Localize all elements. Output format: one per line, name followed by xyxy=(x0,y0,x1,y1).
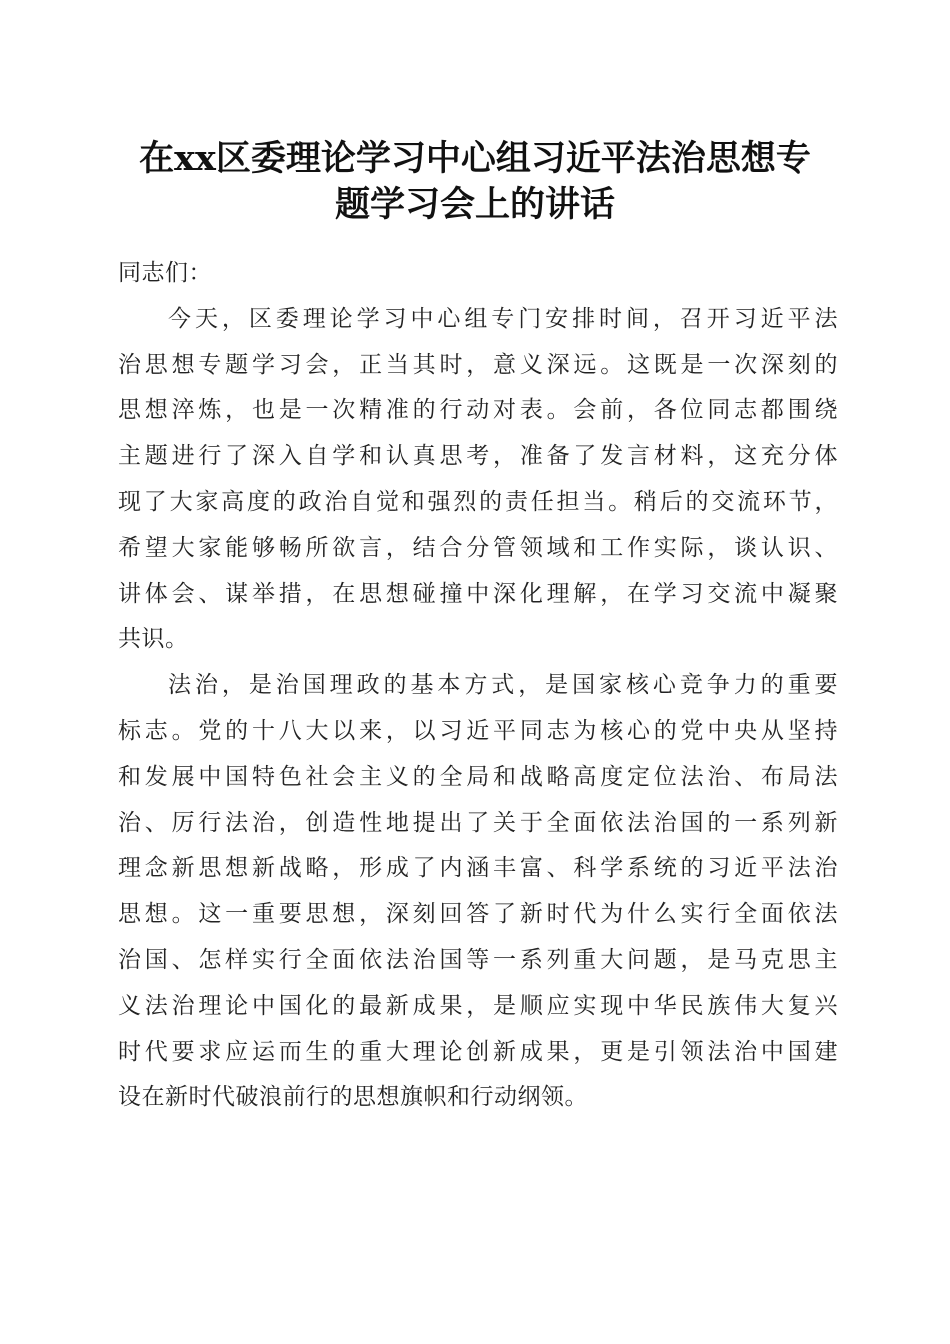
paragraph-line: 设在新时代破浪前行的思想旗帜和行动纲领。 xyxy=(118,1084,588,1111)
paragraph-1 xyxy=(118,297,838,663)
paragraph-line: 治思想专题学习会，正当其时，意义深远。这既是一次深刻的 xyxy=(118,351,838,378)
paragraph-line: 法治，是治国理政的基本方式，是国家核心竞争力的重要 xyxy=(168,672,838,699)
paragraph-line: 共识。 xyxy=(118,626,189,653)
paragraph-line: 治国、怎样实行全面依法治国等一系列重大问题，是马克思主 xyxy=(118,946,838,973)
paragraph-line: 现了大家高度的政治自觉和强烈的责任担当。稍后的交流环节， xyxy=(118,488,838,515)
paragraph-line: 希望大家能够畅所欲言，结合分管领域和工作实际，谈认识、 xyxy=(118,534,838,561)
paragraph-2 xyxy=(118,663,838,1121)
paragraph-line: 治、厉行法治，创造性地提出了关于全面依法治国的一系列新 xyxy=(118,809,838,836)
paragraph-line: 主题进行了深入自学和认真思考，准备了发言材料，这充分体 xyxy=(118,443,838,470)
paragraph-line: 今天，区委理论学习中心组专门安排时间，召开习近平法 xyxy=(168,305,838,332)
paragraph-line: 时代要求应运而生的重大理论创新成果，更是引领法治中国建 xyxy=(118,1038,838,1065)
title-line-1: 在xx区委理论学习中心组习近平法治思想专 xyxy=(139,138,811,179)
salutation: 同志们： xyxy=(118,260,212,286)
paragraph-line: 义法治理论中国化的最新成果，是顺应实现中华民族伟大复兴 xyxy=(118,992,838,1019)
paragraph-line: 讲体会、谋举措，在思想碰撞中深化理解，在学习交流中凝聚 xyxy=(118,580,838,607)
document-title xyxy=(100,136,850,228)
title-line-2: 题学习会上的讲话 xyxy=(334,184,615,225)
paragraph-line: 和发展中国特色社会主义的全局和战略高度定位法治、布局法 xyxy=(118,763,838,790)
paragraph-line: 思想。这一重要思想，深刻回答了新时代为什么实行全面依法 xyxy=(118,901,838,928)
paragraph-line: 理念新思想新战略，形成了内涵丰富、科学系统的习近平法治 xyxy=(118,855,838,882)
document-body xyxy=(118,251,838,1121)
paragraph-line: 标志。党的十八大以来，以习近平同志为核心的党中央从坚持 xyxy=(118,717,838,744)
paragraph-line: 思想淬炼，也是一次精准的行动对表。会前，各位同志都围绕 xyxy=(118,397,838,424)
